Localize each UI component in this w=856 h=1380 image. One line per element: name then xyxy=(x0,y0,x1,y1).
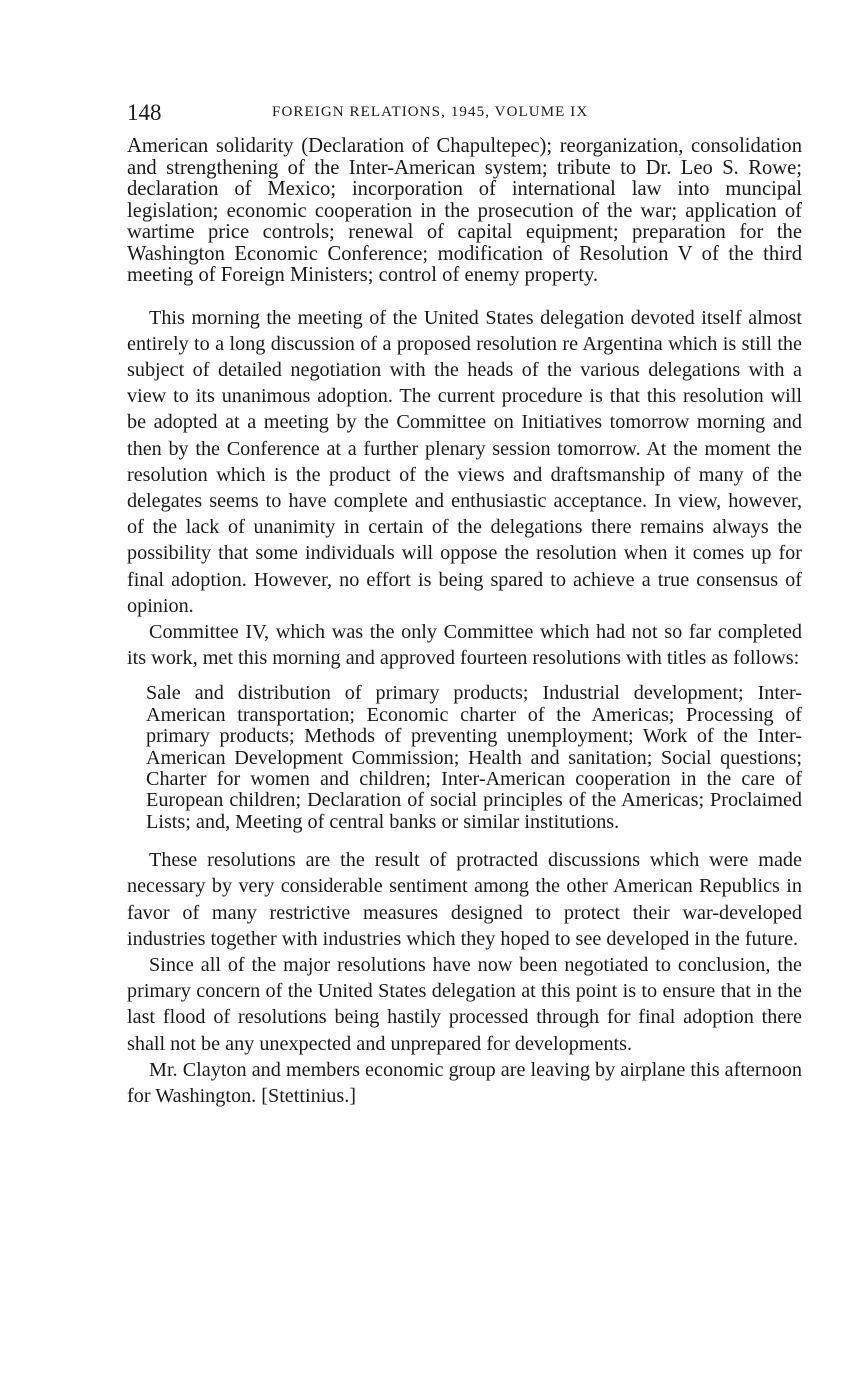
paragraph-primary-concern: Since all of the major resolutions have now been negotiated to conclusion, the primary concern of the United States delegation at this point is to ensure that in the last flood of resolutions being hastily processed through for final adoption there shall not be any unexpected and unprepared for developments. xyxy=(127,954,802,1055)
paragraph-clayton-departure: Mr. Clayton and members economic group are leaving by airplane this afternoon for Washington. [Stettinius.] xyxy=(127,1058,802,1108)
page-number: 148 xyxy=(127,100,162,125)
quoted-resolutions-list-1: American solidarity (Declaration of Chapultepec); reorganization, consolidation and strengthening of the Inter-American system; tribute to Dr. Leo S. Rowe; declaration of Mexico; incorporation of international law into muncipal legislation; economic cooperation in the prosecution of the war; application of wartime price controls; renewal of capital equipment; preparation for the Washington Economic Conference; modification of Resolution V of the third meeting of Foreign Ministers; control of enemy property. xyxy=(127,135,802,286)
paragraph-committee-iv: Committee IV, which was the only Committee which had not so far completed its work, met this morning and approved fourteen resolutions with titles as follows: xyxy=(127,620,802,670)
paragraph-argentina-resolution: This morning the meeting of the United States delegation devoted itself almost entirely to a long discussion of a proposed resolution re Argentina which is still the subject of detailed negotiation with the heads of the various delegations with a view to its unanimous adoption. The current procedure is that this resolution will be adopted at a meeting by the Committee on Initiatives tomorrow morning and then by the Conference at a further plenary session tomorrow. At the moment the resolution which is the product of the views and draftsmanship of many of the delegates seems to have complete and enthusiastic acceptance. In view, however, of the lack of unanimity in certain of the delegations there remains always the possibility that some individuals will oppose the resolution when it comes up for final adoption. However, no effort is being spared to achieve a true consensus of opinion. xyxy=(127,306,802,617)
quoted-resolutions-list-2: Sale and distribution of primary products; Industrial development; Inter-American transportation; Economic charter of the Americas; Processing of primary products; Methods of preventing unemployment; Work of the Inter-American Development Commission; Health and sanitation; Social questions; Charter for women and children; Inter-American cooperation in the care of European children; Declaration of social principles of the Americas; Proclaimed Lists; and, Meeting of central banks or similar institutions. xyxy=(146,682,802,833)
page-header xyxy=(127,96,802,130)
running-head: FOREIGN RELATIONS, 1945, VOLUME IX xyxy=(272,104,589,120)
document-page xyxy=(127,96,802,1109)
paragraph-protracted-discussions: These resolutions are the result of protracted discussions which were made necessary by very considerable sentiment among the other American Republics in favor of many restrictive measures designed to protect their war-developed industries together with industries which they hoped to see developed in the future. xyxy=(127,849,802,950)
